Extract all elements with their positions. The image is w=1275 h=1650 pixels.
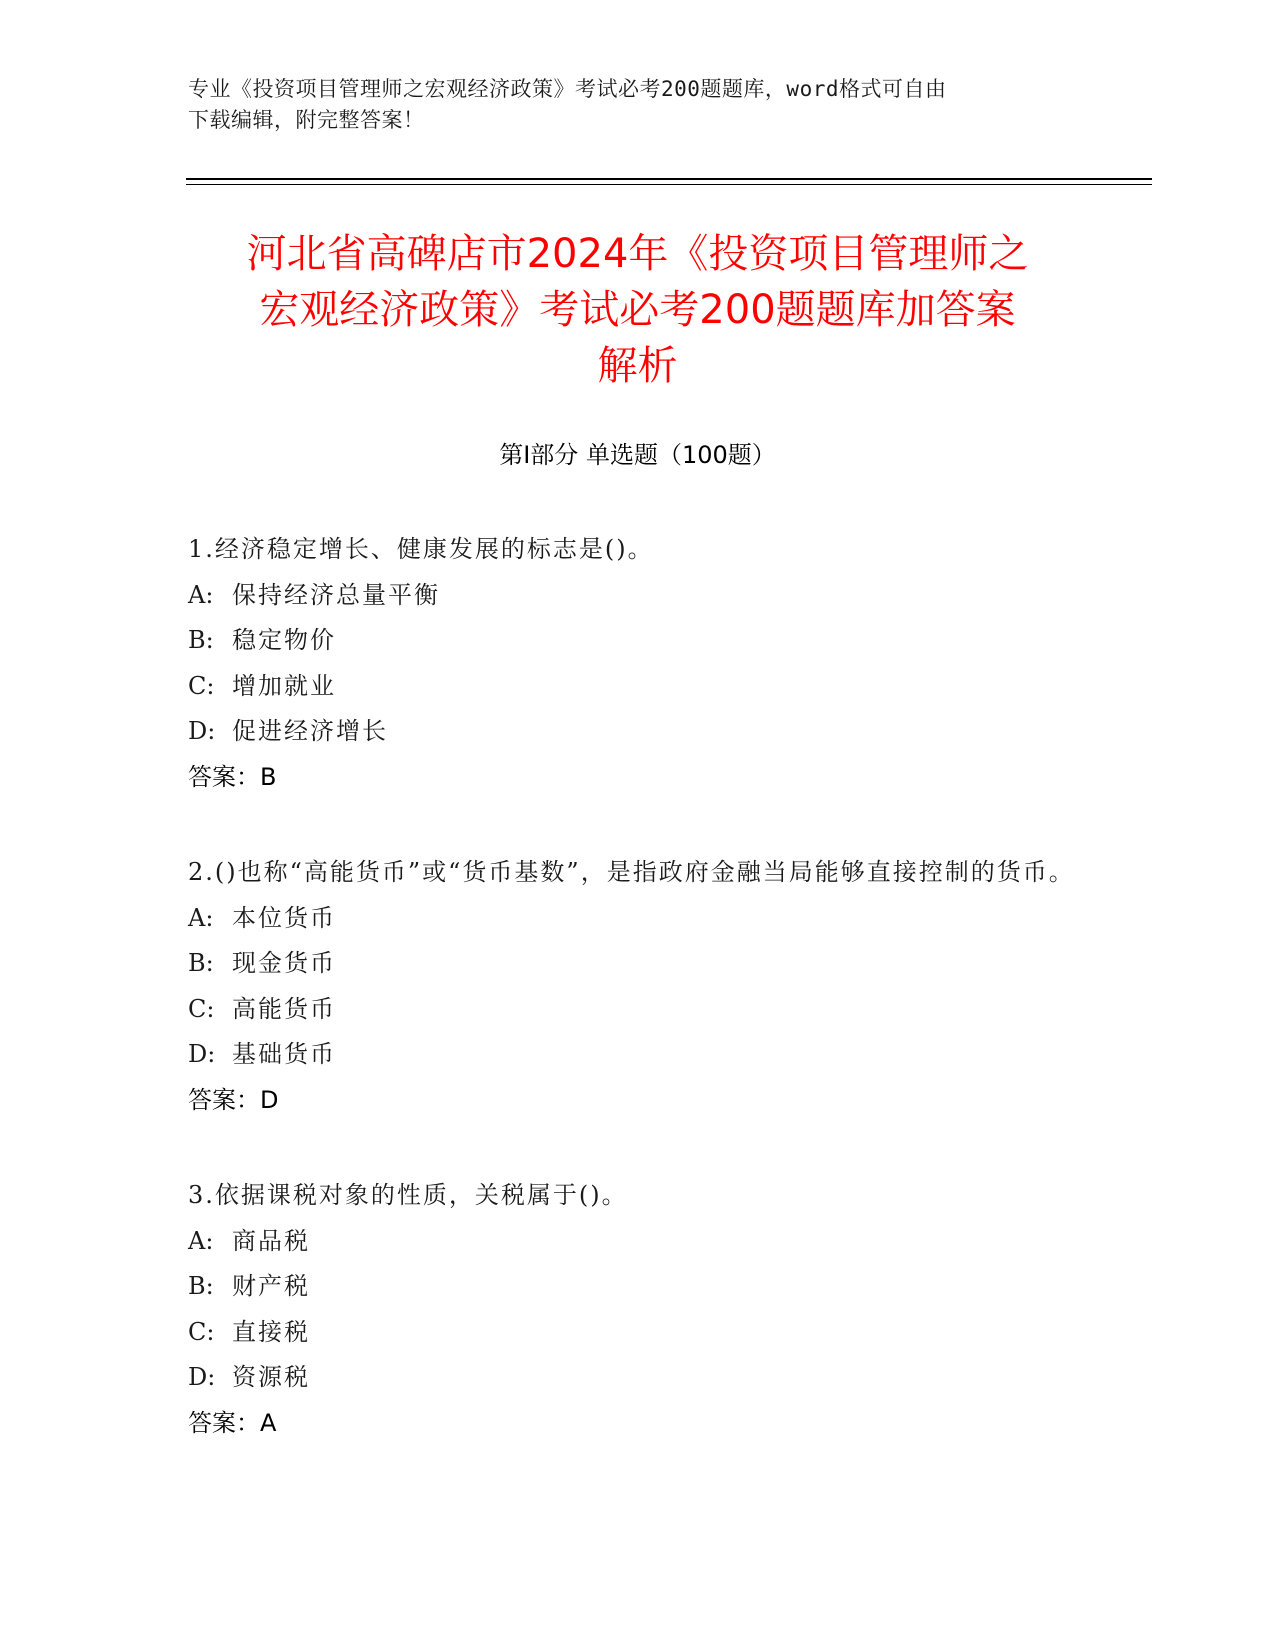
option-d: [188, 1355, 1088, 1401]
option-text: 财产税: [232, 1272, 310, 1300]
option-d: [188, 1032, 1088, 1078]
option-key: D:: [188, 1040, 216, 1068]
option-text: 直接税: [232, 1317, 310, 1346]
option-c: [188, 987, 1088, 1033]
answer-line: 答案：D: [188, 1085, 279, 1114]
header-note: [188, 74, 1068, 136]
option-key: D:: [188, 1363, 216, 1391]
option-text: 保持经济总量平衡: [232, 580, 440, 609]
option-key: B:: [188, 626, 214, 654]
question-item: [188, 527, 1088, 800]
question-item: [188, 850, 1088, 1123]
option-text: 商品税: [232, 1226, 310, 1255]
option-key: D:: [188, 717, 216, 745]
title-line-2: 宏观经济政策》考试必考200题题库加答案: [259, 287, 1016, 333]
option-c: [188, 664, 1088, 710]
document-title: [150, 226, 1125, 394]
question-list: [188, 527, 1088, 1496]
option-a: [188, 1219, 1088, 1265]
header-divider-thick: [186, 178, 1152, 180]
question-item: [188, 1173, 1088, 1446]
option-key: C:: [188, 994, 215, 1023]
header-note-line-1: 专业《投资项目管理师之宏观经济政策》考试必考200题题库，word格式可自由: [188, 77, 947, 101]
header-note-line-2: 下载编辑，附完整答案！: [188, 108, 425, 132]
option-text: 资源税: [232, 1363, 310, 1391]
section-heading: 第Ⅰ部分 单选题（100题）: [499, 441, 776, 469]
option-text: 促进经济增长: [232, 717, 388, 745]
option-text: 现金货币: [232, 949, 336, 977]
option-b: [188, 941, 1088, 987]
question-stem: 1.经济稳定增长、健康发展的标志是()。: [188, 535, 654, 563]
option-key: A:: [188, 903, 214, 932]
option-text: 本位货币: [232, 903, 336, 932]
option-b: [188, 618, 1088, 664]
answer-line: 答案：B: [188, 762, 277, 791]
option-key: A:: [188, 580, 214, 609]
option-key: C:: [188, 1317, 215, 1346]
question-stem: 3.依据课税对象的性质，关税属于()。: [188, 1181, 628, 1209]
title-line-1: 河北省高碑店市2024年《投资项目管理师之: [246, 231, 1029, 277]
header-divider-thin: [186, 184, 1152, 185]
question-stem: 2.()也称“高能货币”或“货币基数”，是指政府金融当局能够直接控制的货币。: [188, 858, 1075, 886]
option-key: A:: [188, 1226, 214, 1255]
option-c: [188, 1310, 1088, 1356]
option-key: B:: [188, 949, 214, 977]
option-d: [188, 709, 1088, 755]
option-key: C:: [188, 671, 215, 700]
option-text: 稳定物价: [232, 626, 336, 654]
option-key: B:: [188, 1272, 214, 1300]
option-a: [188, 896, 1088, 942]
answer-line: 答案：A: [188, 1408, 277, 1437]
title-line-3: 解析: [597, 343, 678, 389]
option-a: [188, 573, 1088, 619]
option-text: 基础货币: [232, 1040, 336, 1068]
option-text: 高能货币: [232, 994, 336, 1023]
option-b: [188, 1264, 1088, 1310]
option-text: 增加就业: [232, 671, 336, 700]
